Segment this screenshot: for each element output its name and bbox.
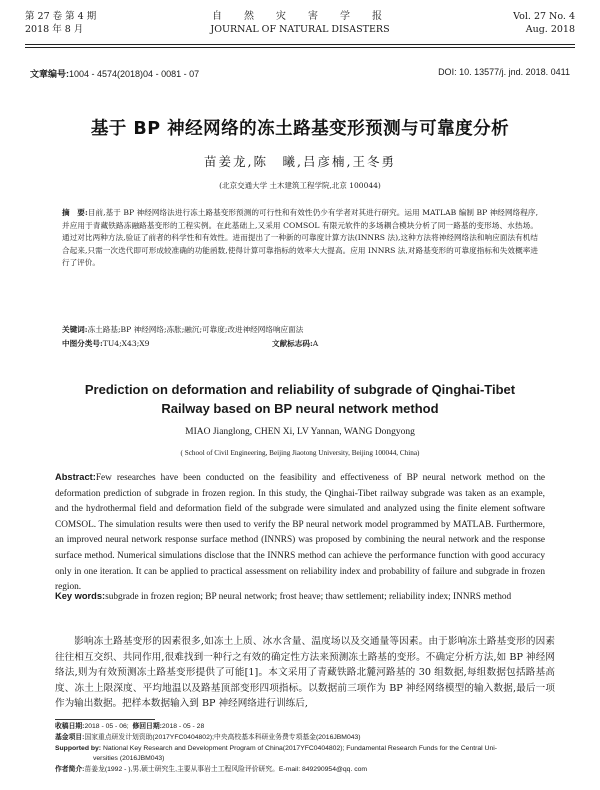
author-bio-label: 作者简介: [55, 766, 85, 774]
keywords-en [55, 589, 545, 604]
affiliation-en: ( School of Civil Engineering, Beijing Jiaotong University, Beijing 100044, China) [180, 449, 420, 457]
keywords-en-text: subgrade in frozen region; BP neural network; frost heave; thaw settlement; reliability index; INNRS method [105, 592, 512, 602]
abstract-en-text: Few researches have been conducted on the feasibility and effectiveness of BP neural network method on the deformation prediction of subgrade in frozen region. In this study, the Qinghai-Tibet railway subgrade was taken as an example, and the hydrothermal field and deformation field of the subgrade were simulated and analyzed using the finite element software COMSOL. The simulation results were then used to verify the BP neural network model programmed by MATLAB. Furthermore, an improved neural network response surface method (INNRS) was proposed by combining the neural network and the response surface method. Numerical simulations disclose that the INNRS method can achieve the performance function with good accuracy only in one iteration. It can be applied to practical assessment on reliability index and probability of failure and subgrade in frozen region. [55, 473, 545, 593]
classification-label: 中图分类号: [62, 339, 103, 348]
document-code [272, 338, 318, 349]
date-cn: 2018 年 8 月 [25, 24, 84, 35]
abstract-cn-label: 摘 要: [62, 208, 88, 217]
issue-cn: 第 27 卷 第 4 期 [25, 11, 97, 22]
abstract-en-label: Abstract: [55, 472, 96, 482]
supported-text-line1: National Key Research and Development Program of China(2017YFC0404802); Fundamental Research Funds for the Central Uni- [102, 744, 498, 752]
revised-label: 修回日期: [132, 723, 162, 730]
header-rule-bottom [25, 47, 575, 48]
received-date: 2018 - 05 - 06; [84, 723, 129, 730]
keywords-en-label: Key words: [55, 591, 106, 601]
footnote-fund-cn [55, 733, 555, 744]
footnote-supported-by-cont: versities (2016JBM043) [93, 755, 165, 763]
authors-en: MIAO Jianglong, CHEN Xi, LV Yannan, WANG Dongyong [185, 427, 415, 437]
title-cn: 基于 BP 神经网络的冻土路基变形预测与可靠度分析 [90, 119, 510, 139]
article-number-label: 文章编号: [30, 69, 69, 79]
keywords-cn-text: 冻土路基;BP 神经网络;冻胀;融沉;可靠度;改进神经网络响应面法 [87, 325, 304, 334]
footnote-author [55, 765, 555, 776]
abstract-en [55, 470, 545, 596]
received-label: 收稿日期: [55, 723, 85, 730]
footnote-dates [55, 722, 555, 733]
abstract-cn-text: 目前,基于 BP 神经网络法进行冻土路基变形预测的可行性和有效性仍少有学者对其进行研究。运用 MATLAB 编制 BP 神经网络程序,并应用于青藏铁路冻融路基变形的工程实例。在此基础上,又采用 COMSOL 有限元软件的多场耦合模块分析了同一路基的变形场、水热场。通过对比两种方法,验证了前者的科学性和有效性。进而提出了一种新的可靠度计算方法(INNRS 法),这种方法将神经网络法和响应面法有机结合起来,只需一次迭代即可形成较准确的功能函数,使得计算可靠指标的效率大大提高。应用 INNRS 法,对路基变形的可靠度指标和失效概率进行了评价。 [62, 208, 538, 268]
supported-label: Supported by: [55, 744, 102, 752]
header-rule-top [25, 44, 575, 45]
body-text: 影响冻土路基变形的因素很多,如冻土上质、冰水含量、温度场以及交通量等因素。由于影响冻土路基变形的因素往往相互交织、共同作用,很难找到一种行之有效的确定性方法来预测冻土路基的变形。不确定分析方法,如 BP 神经网络法,则为有效预测冻土路基变形提供了可能[1]。本文采用了青藏铁路北麓河路基的 30 组数据,每组数据包括路基高度、冻土上限深度、平均地温以及路基顶部变形四项指标。以数据前三项作为 BP 神经网络模型的输入数据,最后一项作为输出数据。把样本数据输入到 BP 神经网络进行训练后, [55, 636, 555, 710]
affiliation-cn: (北京交通大学 土木建筑工程学院,北京 100044) [219, 181, 381, 190]
article-number [30, 67, 199, 80]
title-en: Prediction on deformation and reliability of subgrade of Qinghai-Tibet Railway based on BP neural network method [84, 382, 516, 416]
header-center [25, 10, 575, 36]
doi: DOI: 10. 13577/j. jnd. 2018. 0411 [438, 67, 570, 77]
footnote-rule [55, 719, 155, 720]
footnotes [55, 722, 555, 776]
abstract-cn [62, 207, 538, 270]
authors-cn: 苗姜龙,陈 曦,吕彦楠,王冬勇 [204, 154, 396, 169]
classification-code: TU4;X43;X9 [102, 339, 150, 348]
footnote-supported-by [55, 744, 555, 755]
journal-name-en: JOURNAL OF NATURAL DISASTERS [210, 24, 390, 35]
header-right [513, 10, 575, 36]
keywords-cn-label: 关键词: [62, 325, 88, 334]
document-code-value: A [312, 339, 319, 348]
fund-cn-text: 国家重点研发计划资助(2017YFC0404802);中央高校基本科研业务费专项基金(2016JBM043) [84, 733, 361, 741]
revised-date: 2018 - 05 - 28 [161, 723, 205, 730]
fund-cn-label: 基金项目: [55, 733, 85, 741]
journal-name-cn: 自 然 灾 害 学 报 [212, 11, 388, 22]
volume-en: Vol. 27 No. 4 [513, 11, 575, 22]
author-bio-text: 苗姜龙(1992 - ),男,硕士研究生,主要从事岩土工程风险评价研究。E-mail: 849290954@qq. com [84, 766, 368, 774]
date-en: Aug. 2018 [525, 24, 575, 35]
article-number-value: 1004 - 4574(2018)04 - 0081 - 07 [69, 69, 200, 79]
classification-cn [62, 338, 538, 349]
document-code-label: 文献标志码: [272, 339, 313, 348]
keywords-cn [62, 324, 538, 335]
